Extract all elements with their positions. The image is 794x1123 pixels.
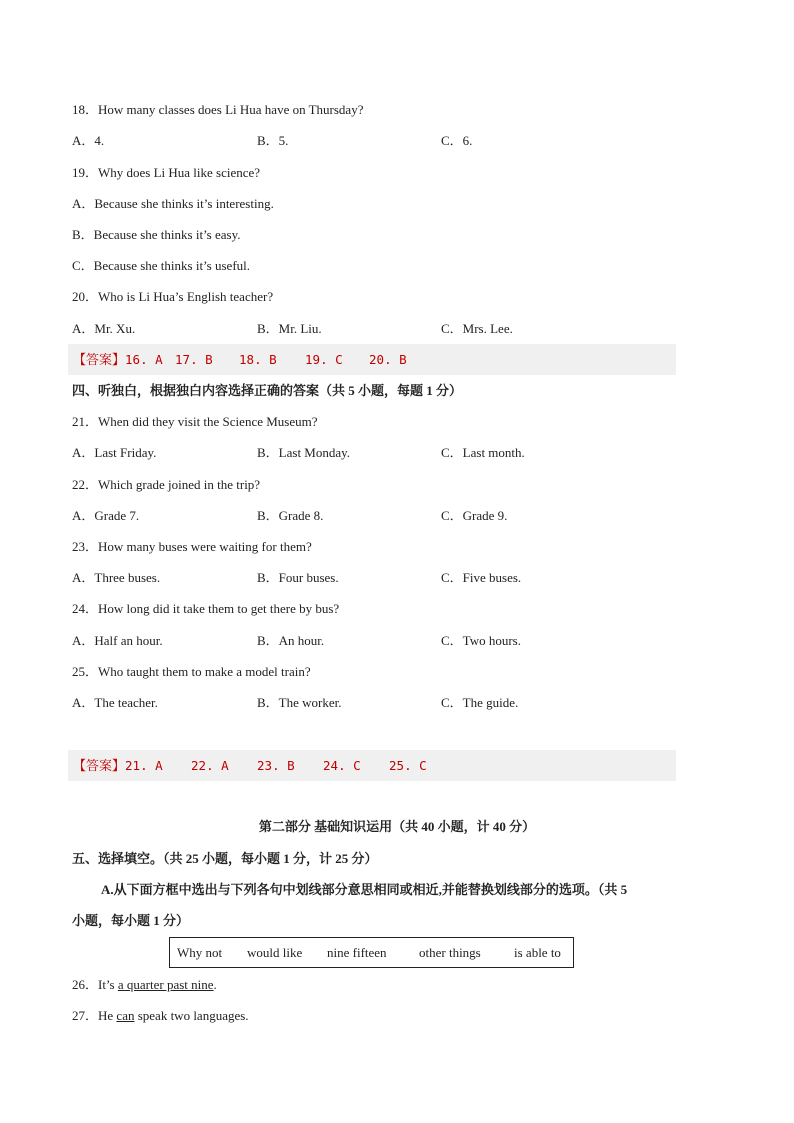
section-4-heading: 四、听独白，根据独白内容选择正确的答案（共 5 小题，每题 1 分） [72,383,463,398]
question-18: 18．How many classes does Li Hua have on Thursday? [72,102,364,117]
word-box-option: is able to [514,945,561,960]
sentence-suffix: . [213,977,217,992]
question-21: 21．When did they visit the Science Museum? [72,414,318,429]
option-b: B．Because she thinks it’s easy. [72,227,241,242]
option-a: A．4. [72,133,105,148]
answer-tag: 【答案】 [73,353,126,368]
question-23: 23．How many buses were waiting for them? [72,539,312,554]
question-22: 22．Which grade joined in the trip? [72,477,261,492]
answer-bar-21-25 [68,750,676,781]
option-a: A．Mr. Xu. [72,321,136,336]
answer-item: 21. A [125,758,163,773]
options-23 [72,569,682,587]
option-a: A．The teacher. [72,695,158,710]
question-26 [72,976,217,994]
section-a-instructions: A.从下面方框中选出与下列各句中划线部分意思相同或相近,并能替换划线部分的选项。（共 5 [101,882,628,897]
question-27 [72,1007,249,1025]
answer-item: 24. C [323,758,361,773]
answer-item: 23. B [257,758,295,773]
options-20 [72,320,682,338]
option-a: A．Because she thinks it’s interesting. [72,196,274,211]
option-b: B．An hour. [257,633,325,648]
word-box-option: would like [247,945,303,960]
answer-item: 22. A [191,758,229,773]
options-24 [72,632,682,650]
underlined-phrase: can [116,1008,135,1023]
option-c: C．Because she thinks it’s useful. [72,258,251,273]
option-c: C．The guide. [441,695,519,710]
section-a-instructions-cont: 小题，每小题 1 分） [72,913,190,928]
option-a: A．Three buses. [72,570,161,585]
option-c: C．Two hours. [441,633,521,648]
answer-item: 19. C [305,352,343,367]
question-25: 25．Who taught them to make a model train? [72,664,311,679]
option-a: A．Half an hour. [72,633,163,648]
option-b: B．Four buses. [257,570,339,585]
answer-item: 17. B [175,352,213,367]
question-20: 20．Who is Li Hua’s English teacher? [72,289,274,304]
word-box [169,937,574,968]
part-2-heading: 第二部分 基础知识运用（共 40 小题，计 40 分） [258,819,536,834]
option-c: C．Mrs. Lee. [441,321,513,336]
option-c: C．Grade 9. [441,508,508,523]
options-22 [72,507,682,525]
option-b: B．Last Monday. [257,445,351,460]
option-b: B．5. [257,133,289,148]
word-box-option: nine fifteen [327,945,387,960]
options-18 [72,132,682,150]
option-a: A．Grade 7. [72,508,140,523]
answer-tag: 【答案】 [73,759,126,774]
options-25 [72,694,682,712]
option-c: C．Five buses. [441,570,522,585]
question-19: 19．Why does Li Hua like science? [72,165,261,180]
answer-item: 20. B [369,352,407,367]
section-5-heading: 五、选择填空。（共 25 小题，每小题 1 分，计 25 分） [72,851,378,866]
option-b: B．The worker. [257,695,342,710]
word-box-option: other things [419,945,481,960]
answer-item: 16. A [125,352,163,367]
option-c: C．Last month. [441,445,525,460]
option-b: B．Mr. Liu. [257,321,322,336]
word-box-option: Why not [177,945,223,960]
question-24: 24．How long did it take them to get there by bus? [72,601,340,616]
sentence-suffix: speak two languages. [134,1008,249,1023]
answer-item: 18. B [239,352,277,367]
answer-bar-16-20 [68,344,676,375]
option-c: C．6. [441,133,473,148]
sentence-prefix: 27．He [72,1008,117,1023]
underlined-phrase: a quarter past nine [117,977,214,992]
options-21 [72,444,682,462]
option-a: A．Last Friday. [72,445,157,460]
answer-item: 25. C [389,758,427,773]
option-b: B．Grade 8. [257,508,324,523]
sentence-prefix: 26．It’s [72,977,118,992]
